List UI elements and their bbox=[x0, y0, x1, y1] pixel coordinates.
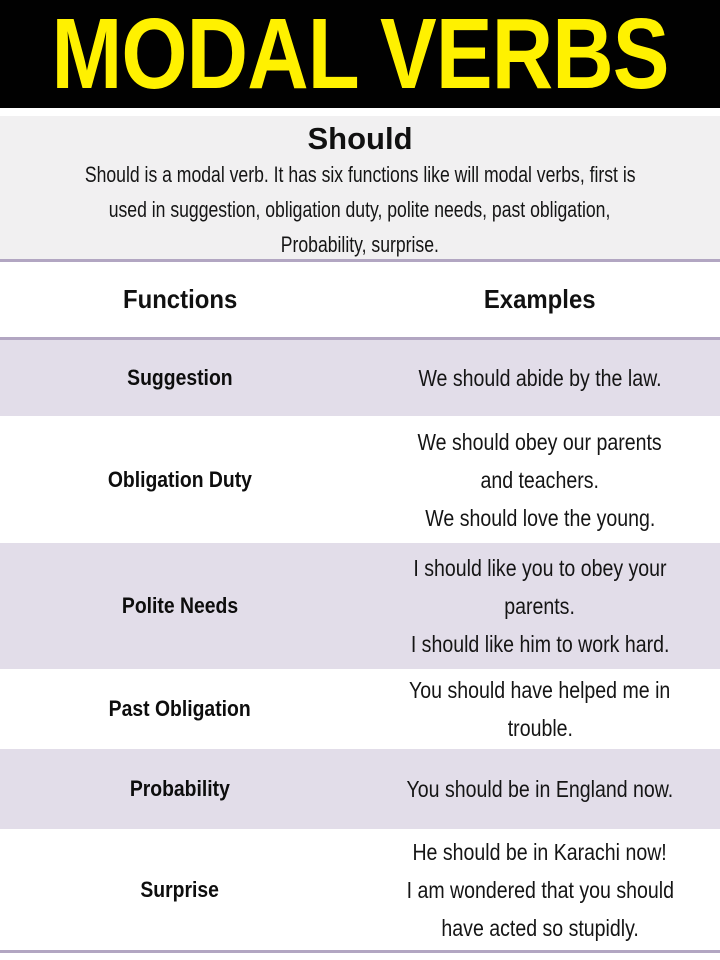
example-cell bbox=[360, 543, 720, 669]
function-label: Suggestion bbox=[127, 365, 233, 390]
example-line: You should have helped me in bbox=[409, 677, 671, 703]
example-line: parents. bbox=[504, 593, 576, 619]
table-bottom-border bbox=[0, 950, 720, 953]
function-label: Polite Needs bbox=[121, 593, 239, 618]
example-line: You should be in England now. bbox=[406, 776, 674, 802]
column-header-label: Functions bbox=[122, 284, 238, 314]
example-line: and teachers. bbox=[480, 466, 600, 493]
table-header-row bbox=[0, 262, 720, 340]
example-line: have acted so stupidly. bbox=[441, 914, 639, 941]
example-line: He should be in Karachi now! bbox=[412, 838, 668, 865]
example-cell bbox=[360, 749, 720, 829]
function-cell bbox=[0, 416, 360, 543]
column-header-label: Examples bbox=[484, 284, 596, 314]
intro-title: Should bbox=[307, 121, 413, 156]
function-cell bbox=[0, 749, 360, 829]
function-cell bbox=[0, 340, 360, 416]
function-label: Past Obligation bbox=[108, 696, 251, 721]
table-row-past-obligation bbox=[0, 669, 720, 749]
table-row-probability bbox=[0, 749, 720, 829]
intro-description-line: Probability, surprise. bbox=[280, 232, 440, 257]
function-cell bbox=[0, 669, 360, 749]
example-line: I should like him to work hard. bbox=[410, 631, 670, 657]
example-line: We should abide by the law. bbox=[418, 365, 662, 391]
example-line: We should love the young. bbox=[424, 504, 656, 531]
example-line: trouble. bbox=[507, 715, 573, 741]
intro-section bbox=[0, 116, 720, 262]
banner bbox=[0, 0, 720, 108]
example-cell bbox=[360, 829, 720, 950]
intro-description-line: Should is a modal verb. It has six functions like will modal verbs, first is bbox=[84, 162, 636, 187]
table-row-polite-needs bbox=[0, 543, 720, 669]
table-row-surprise bbox=[0, 829, 720, 950]
table-row-suggestion bbox=[0, 340, 720, 416]
function-cell bbox=[0, 543, 360, 669]
functions-examples-table bbox=[0, 262, 720, 953]
column-header-functions bbox=[0, 262, 360, 337]
function-label: Probability bbox=[129, 776, 231, 801]
function-label: Obligation Duty bbox=[107, 466, 253, 492]
example-line: I am wondered that you should bbox=[406, 876, 674, 903]
function-cell bbox=[0, 829, 360, 950]
intro-description bbox=[16, 157, 704, 262]
example-cell bbox=[360, 669, 720, 749]
table-row-obligation-duty bbox=[0, 416, 720, 543]
function-label: Surprise bbox=[140, 876, 220, 902]
intro-description-line: used in suggestion, obligation duty, polite needs, past obligation, bbox=[109, 197, 611, 222]
example-cell bbox=[360, 416, 720, 543]
example-line: I should like you to obey your bbox=[413, 555, 667, 581]
banner-title: MODAL VERBS bbox=[51, 0, 669, 110]
example-line: We should obey our parents bbox=[417, 428, 663, 455]
example-cell bbox=[360, 340, 720, 416]
column-header-examples bbox=[360, 262, 720, 337]
